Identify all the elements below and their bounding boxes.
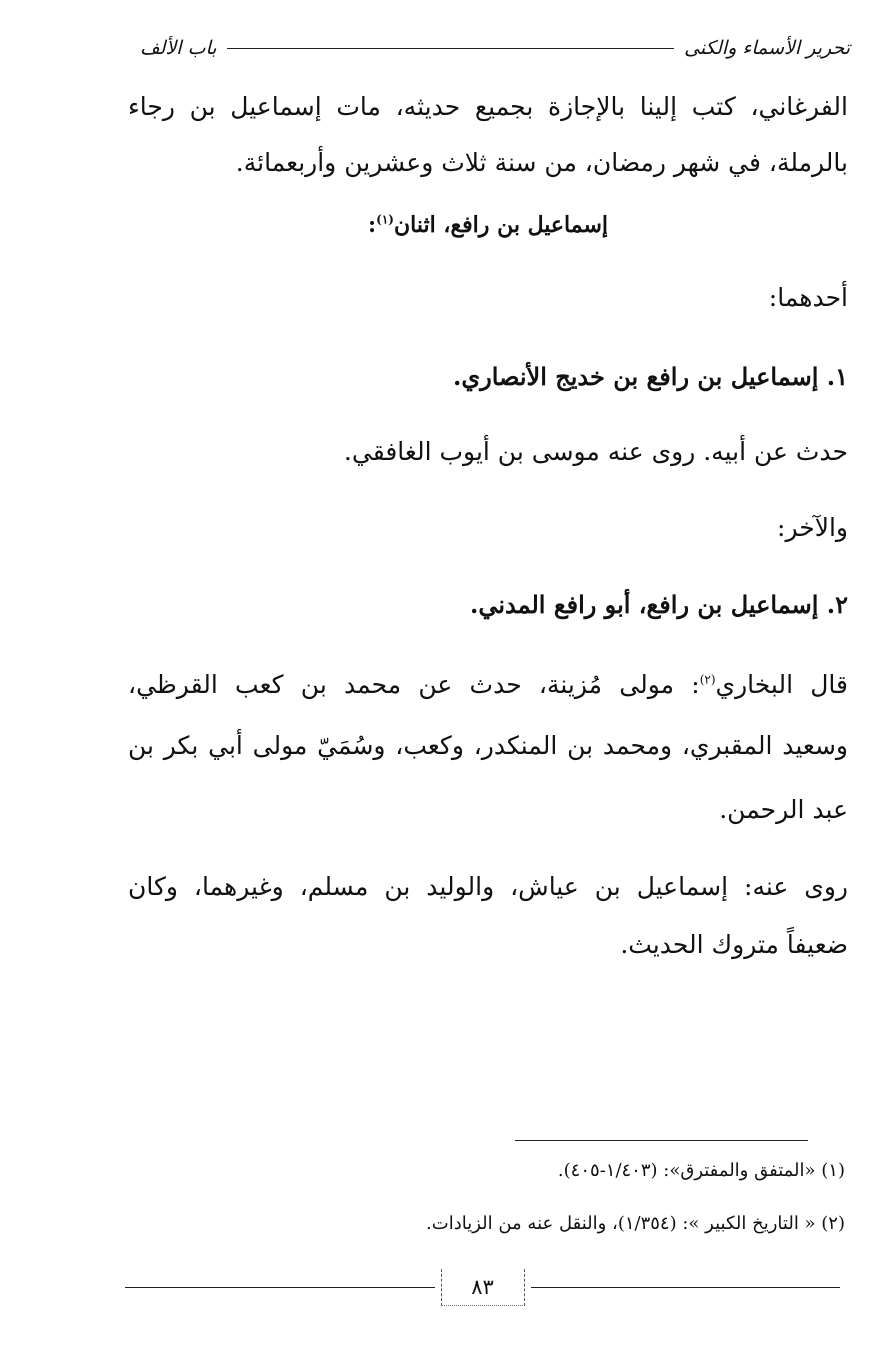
header-chapter: باب الألف bbox=[140, 37, 217, 59]
page-number: ٨٣ bbox=[441, 1269, 525, 1306]
section-heading-colon: : bbox=[368, 212, 377, 238]
section-heading-text: إسماعيل بن رافع، اثنان bbox=[393, 212, 608, 238]
text-line-2: بالرملة، في شهر رمضان، من سنة ثلاث وعشرين وأربعمائة. bbox=[235, 148, 848, 177]
paragraph-1-lead: قال البخاري bbox=[715, 670, 849, 699]
running-header bbox=[140, 30, 850, 66]
label-ahaduhuma: أحدهما: bbox=[768, 283, 848, 312]
paragraph-2-line-2: ضعيفاً متروك الحديث. bbox=[620, 930, 848, 959]
paragraph-1-line-1 bbox=[128, 670, 848, 699]
header-rule bbox=[227, 48, 674, 49]
entry-2-heading: ٢. إسماعيل بن رافع، أبو رافع المدني. bbox=[469, 590, 848, 619]
footnote-separator bbox=[515, 1140, 808, 1141]
footnote-ref-2: (٢) bbox=[699, 672, 716, 687]
label-akhar: والآخر: bbox=[777, 513, 848, 542]
text-line-1: الفرغاني، كتب إلينا بالإجازة بجميع حديثه، مات إسماعيل بن رجاء bbox=[128, 92, 848, 121]
page-footer bbox=[125, 1267, 840, 1307]
section-heading bbox=[128, 212, 848, 238]
header-title: تحرير الأسماء والكنى bbox=[684, 37, 850, 59]
paragraph-2-line-1: روى عنه: إسماعيل بن عياش، والوليد بن مسلم، وغيرهما، وكان bbox=[128, 872, 848, 901]
footnote-1: (١) «المتفق والمفترق»: (١/٤٠٣-٤٠٥). bbox=[557, 1160, 845, 1181]
footnote-2: (٢) « التاريخ الكبير »: (١/٣٥٤)، والنقل عنه من الزيادات. bbox=[426, 1213, 845, 1234]
footer-rule-right bbox=[531, 1287, 841, 1288]
footer-rule-left bbox=[125, 1287, 435, 1288]
paragraph-1-line-2: وسعيد المقبري، ومحمد بن المنكدر، وكعب، وسُمَيّ مولى أبي بكر بن bbox=[128, 731, 848, 760]
footnote-ref-1: (١) bbox=[376, 212, 394, 227]
paragraph-1-rest: : مولى مُزينة، حدث عن محمد بن كعب القرظي، bbox=[128, 670, 700, 699]
entry-1-text: حدث عن أبيه. روى عنه موسى بن أيوب الغافقي. bbox=[343, 437, 848, 466]
paragraph-1-line-3: عبد الرحمن. bbox=[719, 795, 848, 824]
entry-1-heading: ١. إسماعيل بن رافع بن خديج الأنصاري. bbox=[453, 362, 848, 391]
